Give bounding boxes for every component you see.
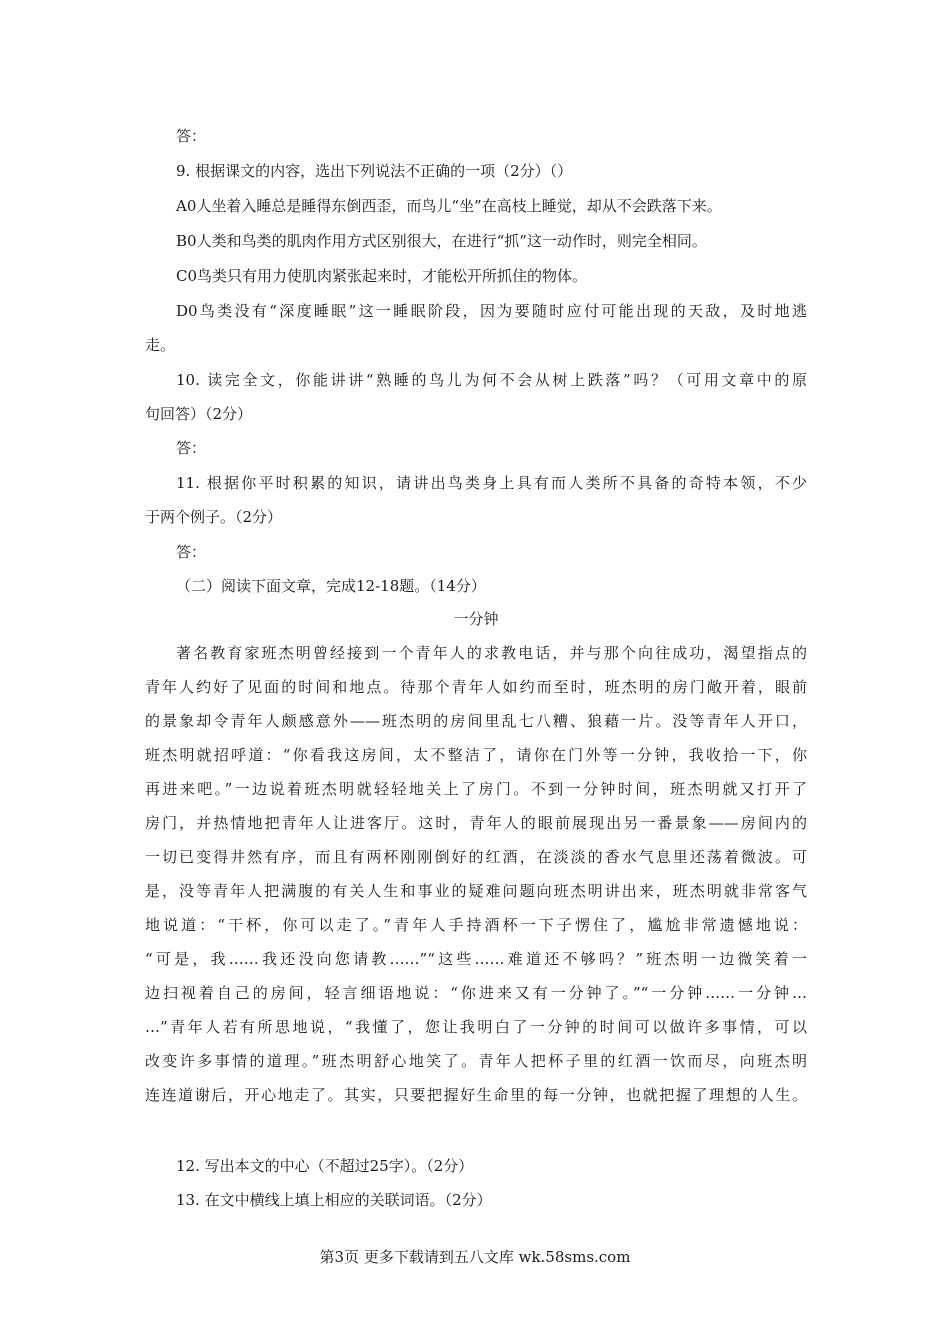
- answer-label: 答：: [176, 127, 207, 145]
- question-9: 9. 根据课文的内容，选出下列说法不正确的一项（2分）（）: [176, 162, 573, 180]
- option-d: D0鸟类没有“深度睡眠”这一睡眠阶段，因为要随时应付可能出现的天敌，及时地逃: [176, 302, 807, 320]
- question-11: 11. 根据你平时积累的知识，请讲出鸟类身上具有而人类所不具备的奇特本领，不少: [176, 474, 807, 492]
- question-12: 12. 写出本文的中心（不超过25字）。（2分）: [176, 1157, 474, 1175]
- question-10: 10. 读完全文，你能讲讲“熟睡的鸟儿为何不会从树上跌落”吗？（可用文章中的原: [176, 371, 807, 389]
- article-line: 连连道谢后，开心地走了。其实，只要把握好生命里的每一分钟，也就把握了理想的人生。: [145, 1086, 807, 1104]
- question-11-cont: 于两个例子。（2分）: [145, 508, 283, 526]
- article-title: 一分钟: [453, 610, 499, 628]
- article-line: “可是，我……我还没向您请教……”“这些……难道还不够吗？”班杰明一边微笑着一: [145, 950, 807, 968]
- article-line: 房门，并热情地把青年人让进客厅。这时，青年人的眼前展现出另一番景象——房间内的: [145, 814, 807, 832]
- answer-label: 答：: [176, 543, 207, 561]
- article-line: 再进来吧。”一边说着班杰明就轻轻地关上了房门。不到一分钟时间，班杰明就又打开了: [145, 780, 807, 798]
- article-line: …”青年人若有所思地说，“我懂了，您让我明白了一分钟的时间可以做许多事情，可以: [145, 1018, 807, 1036]
- option-c: C0鸟类只有用力使肌肉紧张起来时，才能松开所抓住的物体。: [176, 267, 588, 285]
- article-line: 地说道：“干杯，你可以走了。”青年人手持酒杯一下子愣住了，尴尬非常遗憾地说：: [145, 916, 807, 934]
- answer-label: 答：: [176, 439, 207, 457]
- article-line: 的景象却令青年人颇感意外——班杰明的房间里乱七八糟、狼藉一片。没等青年人开口，: [145, 712, 807, 730]
- section-heading: （二）阅读下面文章，完成12-18题。（14分）: [176, 577, 486, 595]
- article-line: 改变许多事情的道理。”班杰明舒心地笑了。青年人把杯子里的红酒一饮而尽，向班杰明: [145, 1052, 807, 1070]
- article-line: 著名教育家班杰明曾经接到一个青年人的求教电话，并与那个向往成功，渴望指点的: [176, 644, 807, 662]
- option-b: B0人类和鸟类的肌肉作用方式区别很大，在进行“抓”这一动作时，则完全相同。: [176, 232, 707, 250]
- question-10-cont: 句回答）（2分）: [145, 405, 253, 423]
- option-d-cont: 走。: [145, 336, 176, 354]
- article-line: 一切已变得井然有序，而且有两杯刚刚倒好的红酒，在淡淡的香水气息里还荡着微波。可: [145, 848, 807, 866]
- question-13: 13. 在文中横线上填上相应的关联词语。（2分）: [176, 1191, 492, 1209]
- article-line: 班杰明就招呼道：“你看我这房间，太不整洁了，请你在门外等一分钟，我收拾一下，你: [145, 746, 807, 764]
- article-line: 是，没等青年人把满腹的有关人生和事业的疑难问题向班杰明讲出来，班杰明就非常客气: [145, 882, 807, 900]
- article-line: 青年人约好了见面的时间和地点。待那个青年人如约而至时，班杰明的房门敞开着，眼前: [145, 678, 807, 696]
- page-footer: 第3页 更多下载请到五八文库 wk.58sms.com: [319, 1248, 631, 1266]
- article-line: 边扫视着自己的房间，轻言细语地说：“你进来又有一分钟了。”“一分钟……一分钟…: [145, 984, 807, 1002]
- option-a: A0人坐着入睡总是睡得东倒西歪，而鸟儿“坐”在高枝上睡觉，却从不会跌落下来。: [176, 197, 722, 215]
